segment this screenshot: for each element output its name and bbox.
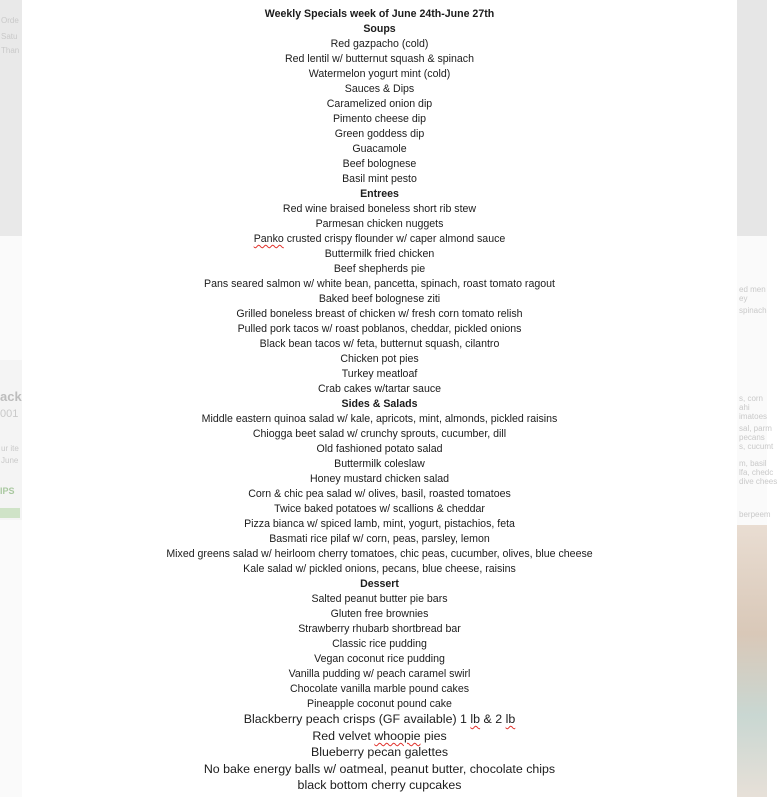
menu-item: Grilled boneless breast of chicken w/ fresh corn tomato relish [236,308,523,320]
menu-item: Buttermilk coleslaw [334,458,425,470]
menu-item: Vanilla pudding w/ peach caramel swirl [288,668,471,680]
background-text: berpeem [739,510,771,519]
background-text: Satu [1,32,18,41]
background-text: spinach [739,306,767,315]
menu-item: Beef shepherds pie [333,263,426,275]
background-text: dive chees [739,477,777,486]
background-text: pecans [739,433,765,442]
menu-item: Sauces & Dips [344,83,415,95]
menu-item: Strawberry rhubarb shortbread bar [298,623,461,635]
background-photo [737,525,767,797]
background-text: imatoes [739,412,768,421]
menu-item: Caramelized onion dip [326,98,433,110]
menu-item: Crab cakes w/tartar sauce [317,383,442,395]
menu-item: black bottom cherry cupcakes [297,778,462,792]
menu-item: Red wine braised boneless short rib stew [282,203,477,215]
menu-item: Mixed greens salad w/ heirloom cherry tomatoes, chic peas, cucumber, olives, blue cheese [166,548,593,560]
background-text: m, basil [739,459,767,468]
background-text: ey [739,294,748,303]
background-text: lfa, chedc [739,468,774,477]
background-heading: ack [0,389,22,404]
menu-item: Middle eastern quinoa salad w/ kale, apricots, mint, almonds, pickled raisins [201,413,558,425]
background-panel-left-mid [0,360,22,520]
document-title: Weekly Specials week of June 24th-June 27th [264,8,495,20]
menu-item: Buttermilk fried chicken [324,248,435,260]
menu-item: Red gazpacho (cold) [330,38,429,50]
background-text: s, cucumt [739,442,774,451]
menu-item: Pulled pork tacos w/ roast poblanos, cheddar, pickled onions [237,323,522,335]
menu-item: Basmati rice pilaf w/ corn, peas, parsley, lemon [269,533,490,545]
menu-item: Basil mint pesto [342,173,417,185]
background-text: ed men [739,285,766,294]
background-number: 001 [0,408,19,420]
background-text: Than [1,46,20,55]
menu-item: Pans seared salmon w/ white bean, pancetta, spinach, roast tomato ragout [204,278,555,290]
menu-item: Pineapple coconut pound cake [307,698,452,710]
section-heading-sides-salads: Sides & Salads [341,398,418,410]
menu-item: Green goddess dip [334,128,425,140]
menu-item: Corn & chic pea salad w/ olives, basil, roasted tomatoes [248,488,511,500]
menu-item: Blueberry pecan galettes [310,745,449,759]
menu-item: Chicken pot pies [340,353,419,365]
menu-item: Turkey meatloaf [341,368,418,380]
menu-item: Old fashioned potato salad [316,443,443,455]
background-panel-right-top [737,0,767,236]
background-tab-label: IPS [0,486,15,496]
menu-item: Beef bolognese [342,158,417,170]
background-text: sal, parm [739,424,772,433]
menu-item: Watermelon yogurt mint (cold) [308,68,451,80]
menu-item: Pimento cheese dip [332,113,427,125]
menu-item: Parmesan chicken nuggets [315,218,444,230]
menu-item: Salted peanut butter pie bars [311,593,448,605]
menu-item: Pizza bianca w/ spiced lamb, mint, yogurt, pistachios, feta [244,518,515,530]
section-heading-dessert: Dessert [360,578,399,590]
background-text: June [1,456,19,465]
menu-item: Blackberry peach crisps (GF available) 1 lb & 2 lb [243,712,516,726]
menu-item: Honey mustard chicken salad [310,473,449,485]
menu-item: Gluten free brownies [330,608,429,620]
menu-item: Twice baked potatoes w/ scallions & cheddar [274,503,485,515]
menu-item: No bake energy balls w/ oatmeal, peanut butter, chocolate chips [203,762,556,776]
menu-item: Vegan coconut rice pudding [314,653,445,665]
menu-item: Chiogga beet salad w/ crunchy sprouts, cucumber, dill [252,428,507,440]
menu-item: Black bean tacos w/ feta, butternut squash, cilantro [259,338,500,350]
menu-item: Red lentil w/ butternut squash & spinach [284,53,475,65]
menu-item: Panko crusted crispy flounder w/ caper almond sauce [253,233,506,245]
menu-item: Kale salad w/ pickled onions, pecans, blue cheese, raisins [243,563,516,575]
background-text: s, corn [739,394,764,403]
section-heading-soups: Soups [363,23,396,35]
menu-item: Classic rice pudding [332,638,427,650]
menu-item: Guacamole [352,143,407,155]
menu-item: Chocolate vanilla marble pound cakes [289,683,470,695]
background-text: Orde [1,16,19,25]
menu-item: Baked beef bolognese ziti [318,293,441,305]
background-text: ahi [739,403,750,412]
menu-document [22,0,737,797]
background-progress-bar [0,508,20,518]
menu-item: Red velvet whoopie pies [312,729,447,743]
section-heading-entrees: Entrees [360,188,399,200]
background-text: ur ite [1,444,19,453]
